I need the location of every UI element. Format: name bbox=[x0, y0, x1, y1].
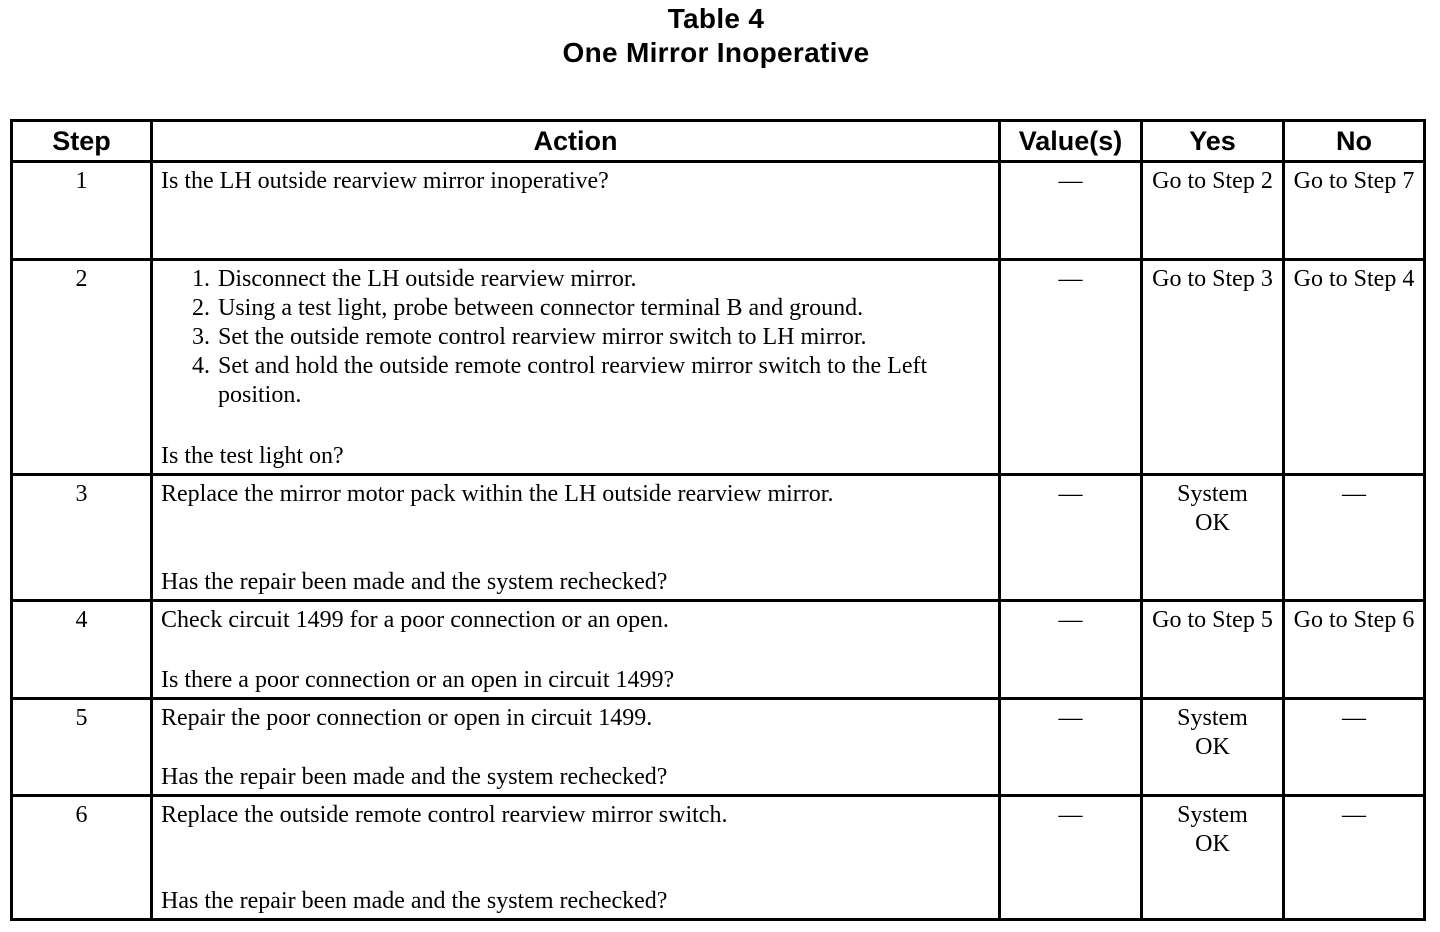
yes-cell: System OK bbox=[1142, 475, 1284, 601]
step-number: 4 bbox=[12, 601, 152, 699]
step-number: 2 bbox=[12, 260, 152, 475]
header-action: Action bbox=[152, 121, 1000, 162]
table-number: Table 4 bbox=[667, 3, 765, 34]
action-cell bbox=[152, 699, 1000, 796]
action-step: 1. Disconnect the LH outside rearview mirror. bbox=[216, 265, 990, 294]
value-cell: — bbox=[1000, 162, 1142, 260]
header-values: Value(s) bbox=[1000, 121, 1142, 162]
action-question: Has the repair been made and the system rechecked? bbox=[161, 764, 668, 790]
action-step: 3. Set the outside remote control rearview mirror switch to LH mirror. bbox=[216, 323, 990, 352]
no-cell: — bbox=[1284, 699, 1425, 796]
diagnostic-table bbox=[10, 119, 1426, 921]
step-number: 6 bbox=[12, 796, 152, 920]
table-title bbox=[0, 2, 1432, 70]
table-row bbox=[12, 796, 1425, 920]
action-step: 4. Set and hold the outside remote control rearview mirror switch to the Left position. bbox=[216, 352, 990, 410]
value-cell: — bbox=[1000, 699, 1142, 796]
header-no: No bbox=[1284, 121, 1425, 162]
action-question: Is the test light on? bbox=[161, 443, 344, 469]
action-instruction: Check circuit 1499 for a poor connection or an open. bbox=[161, 607, 669, 633]
action-question: Is there a poor connection or an open in circuit 1499? bbox=[161, 667, 675, 693]
value-cell: — bbox=[1000, 796, 1142, 920]
no-cell: — bbox=[1284, 475, 1425, 601]
yes-cell: Go to Step 5 bbox=[1142, 601, 1284, 699]
no-cell: Go to Step 6 bbox=[1284, 601, 1425, 699]
header-step: Step bbox=[12, 121, 152, 162]
no-cell: Go to Step 7 bbox=[1284, 162, 1425, 260]
action-cell bbox=[152, 601, 1000, 699]
step-number: 5 bbox=[12, 699, 152, 796]
action-question: Has the repair been made and the system rechecked? bbox=[161, 888, 668, 914]
step-number: 1 bbox=[12, 162, 152, 260]
no-cell: — bbox=[1284, 796, 1425, 920]
action-cell bbox=[152, 475, 1000, 601]
yes-cell: Go to Step 3 bbox=[1142, 260, 1284, 475]
header-row bbox=[12, 121, 1425, 162]
action-step-list bbox=[161, 265, 990, 410]
action-instruction: Replace the mirror motor pack within the LH outside rearview mirror. bbox=[161, 481, 834, 507]
table-caption: One Mirror Inoperative bbox=[562, 37, 870, 68]
action-step: 2. Using a test light, probe between connector terminal B and ground. bbox=[216, 294, 990, 323]
header-yes: Yes bbox=[1142, 121, 1284, 162]
value-cell: — bbox=[1000, 475, 1142, 601]
action-question: Has the repair been made and the system rechecked? bbox=[161, 569, 668, 595]
yes-cell: System OK bbox=[1142, 796, 1284, 920]
table-row bbox=[12, 475, 1425, 601]
value-cell: — bbox=[1000, 601, 1142, 699]
action-question: Is the LH outside rearview mirror inoperative? bbox=[161, 168, 609, 194]
action-instruction: Replace the outside remote control rearview mirror switch. bbox=[161, 802, 728, 828]
table-row bbox=[12, 699, 1425, 796]
step-number: 3 bbox=[12, 475, 152, 601]
action-cell bbox=[152, 796, 1000, 920]
action-cell bbox=[152, 260, 1000, 475]
no-cell: Go to Step 4 bbox=[1284, 260, 1425, 475]
yes-cell: System OK bbox=[1142, 699, 1284, 796]
table-row bbox=[12, 601, 1425, 699]
table-row bbox=[12, 260, 1425, 475]
yes-cell: Go to Step 2 bbox=[1142, 162, 1284, 260]
value-cell: — bbox=[1000, 260, 1142, 475]
action-instruction: Repair the poor connection or open in circuit 1499. bbox=[161, 705, 653, 731]
action-cell bbox=[152, 162, 1000, 260]
table-row bbox=[12, 162, 1425, 260]
